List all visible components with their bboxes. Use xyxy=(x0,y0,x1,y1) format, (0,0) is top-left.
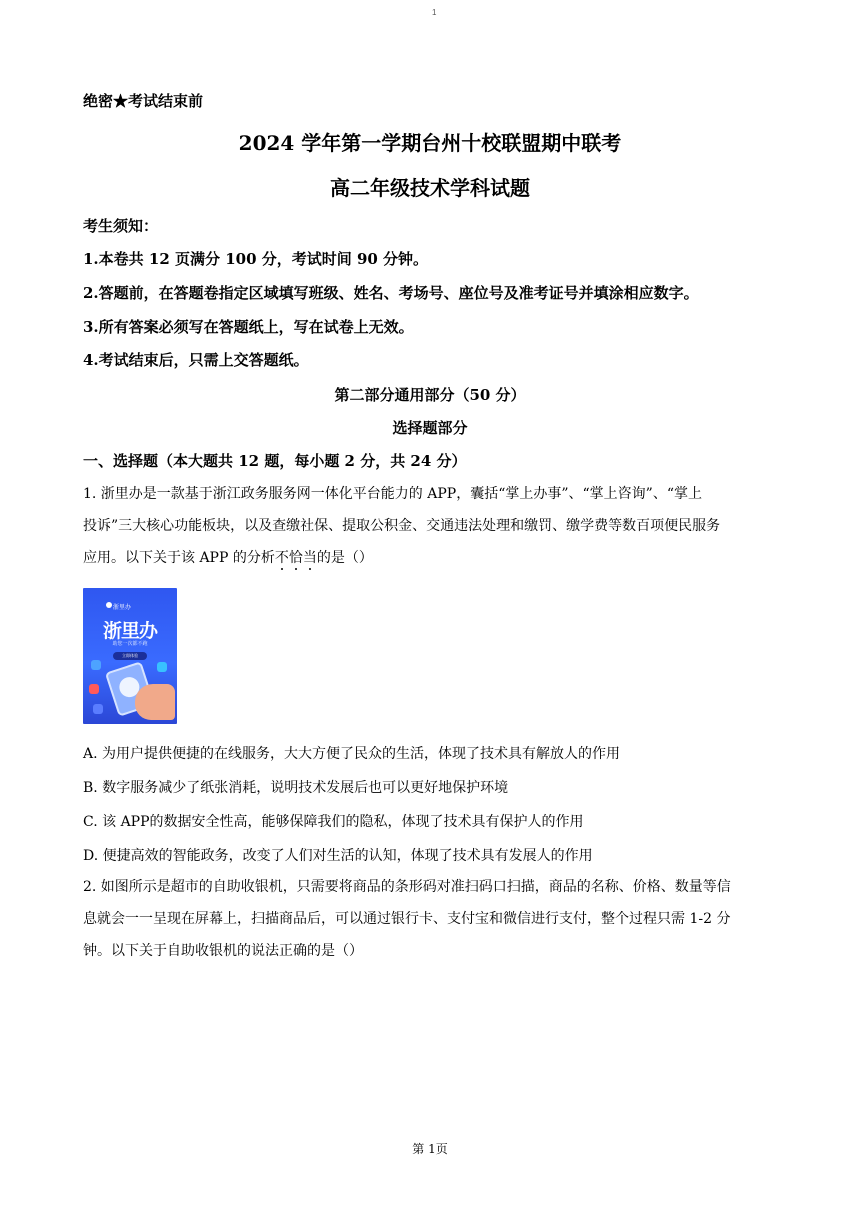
camera-icon xyxy=(157,662,167,672)
question-1-text xyxy=(83,478,780,574)
notice-item: 4.考试结束后，只需上交答题纸。 xyxy=(83,351,309,369)
record-icon xyxy=(89,684,99,694)
chat-icon xyxy=(93,704,103,714)
app-name: 浙里办 xyxy=(102,620,157,642)
option-d: D. 便捷高效的智能政务，改变了人们对生活的认知，体现了技术具有发展人的作用 xyxy=(83,848,593,864)
notice-item: 2.答题前，在答题卷指定区域填写班级、姓名、考场号、座位号及准考证号并填涂相应数字。 xyxy=(83,284,699,302)
notice-item: 3.所有答案必须写在答题纸上，写在试卷上无效。 xyxy=(83,318,414,336)
question-group-heading: 一、选择题（本大题共 12 题，每小题 2 分，共 24 分） xyxy=(83,452,467,470)
exam-title: 2024 学年第一学期台州十校联盟期中联考 xyxy=(238,131,622,155)
question-2-line: 钟。以下关于自助收银机的说法正确的是（） xyxy=(83,943,363,959)
zheliban-app-image xyxy=(83,588,177,724)
thumbs-up-icon xyxy=(91,660,101,670)
emphasis-char: 恰 xyxy=(288,550,303,566)
confidential-label: 绝密★考试结束前 xyxy=(83,92,204,110)
notice-heading: 考生须知： xyxy=(83,217,159,235)
exam-subtitle: 高二年级技术学科试题 xyxy=(330,176,530,200)
app-logo-icon xyxy=(106,602,112,608)
page-header-mark: 1 xyxy=(432,8,437,17)
option-b: B. 数字服务减少了纸张消耗，说明技术发展后也可以更好地保护环境 xyxy=(83,780,509,796)
question-1-line xyxy=(83,542,780,574)
question-1-stem: 应用。以下关于该 APP 的分析 xyxy=(83,550,275,566)
hand-illustration xyxy=(135,684,175,720)
question-1-line: 投诉”三大核心功能板块，以及查缴社保、提取公积金、交通违法处理和缴罚、缴学费等数百项便民服务 xyxy=(83,518,721,534)
emphasis-char: 当 xyxy=(302,550,317,566)
app-header-label: 浙里办 xyxy=(113,605,132,611)
app-slogan: 助您一次都不跑 xyxy=(112,641,148,647)
question-2-line: 2. 如图所示是超市的自助收银机，只需要将商品的条形码对准扫码口扫描，商品的名称、价格、数量等信 xyxy=(83,879,731,895)
option-a: A. 为用户提供便捷的在线服务，大大方便了民众的生活，体现了技术具有解放人的作用 xyxy=(83,746,621,762)
page-number: 第 1页 xyxy=(412,1142,448,1156)
part-title: 第二部分通用部分（50 分） xyxy=(334,386,526,404)
app-cta-button: 立即体验 xyxy=(113,652,147,660)
question-1-stem-end: 的是（） xyxy=(316,550,373,566)
notice-item: 1.本卷共 12 页满分 100 分，考试时间 90 分钟。 xyxy=(83,250,429,268)
question-2-text xyxy=(83,871,780,967)
question-2-line: 息就会一一呈现在屏幕上，扫描商品后，可以通过银行卡、支付宝和微信进行支付，整个过程只需 1-2 分 xyxy=(83,911,731,927)
emphasis-char: 不 xyxy=(274,550,289,566)
question-1-line: 1. 浙里办是一款基于浙江政务服务网一体化平台能力的 APP，囊括“掌上办事”、“掌上咨询”、“掌上 xyxy=(83,486,702,502)
option-c: C. 该 APP的数据安全性高，能够保障我们的隐私，体现了技术具有保护人的作用 xyxy=(83,814,584,830)
section-title: 选择题部分 xyxy=(392,419,468,437)
